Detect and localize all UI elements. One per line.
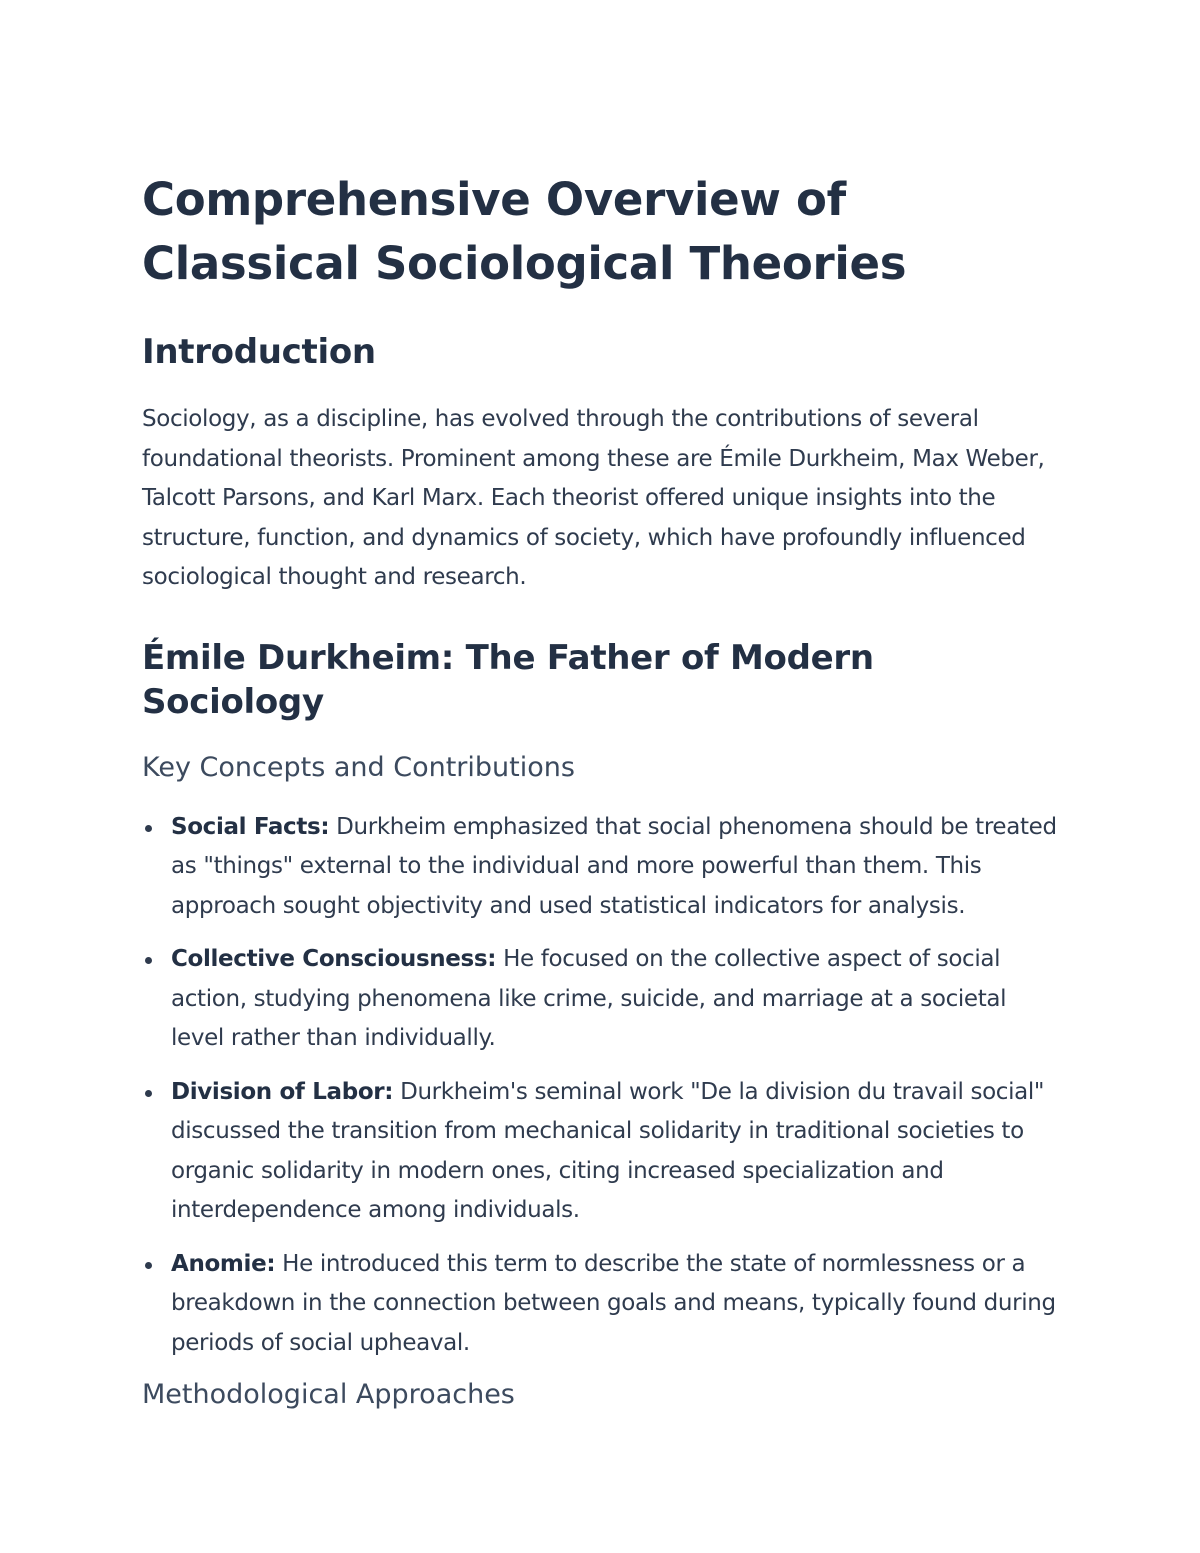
methodological-approaches-heading: Methodological Approaches — [142, 1379, 515, 1410]
concept-term: Division of Labor — [171, 1078, 385, 1105]
bullet-icon — [145, 825, 152, 832]
durkheim-section-heading: Émile Durkheim: The Father of Modern Sociology — [142, 637, 874, 722]
list-item — [142, 940, 1060, 1059]
bullet-icon — [145, 1262, 152, 1269]
key-concepts-heading: Key Concepts and Contributions — [142, 751, 575, 783]
introduction-paragraph: Sociology, as a discipline, has evolved through the contributions of several foundational theorists. Prominent among these are Émile Durkheim, Max Weber, Talcott Parsons, and Karl Marx. Each theorist offered unique insights into the structure, function, and dynamics of society, which have profoundly influenced sociological thought and research. — [142, 406, 1045, 590]
concept-description: He introduced this term to describe the state of normlessness or a breakdown in the connection between goals and means, typically found during periods of social upheaval. — [171, 1250, 1056, 1356]
concept-description: Durkheim's seminal work "De la division du travail social" discussed the transition from mechanical solidarity in traditional societies to organic solidarity in modern ones, citing increased specialization and interdependence among individuals. — [171, 1078, 1045, 1223]
key-concepts-list — [142, 808, 1060, 1364]
bullet-icon — [145, 1090, 152, 1097]
term-colon: : — [487, 946, 497, 972]
document-title: Comprehensive Overview of Classical Sociological Theories — [142, 173, 907, 290]
concept-term: Collective Consciousness — [171, 946, 488, 972]
concept-term: Social Facts — [171, 813, 321, 840]
list-item — [142, 808, 1060, 927]
term-colon: : — [266, 1250, 276, 1277]
introduction-heading: Introduction — [142, 332, 376, 372]
term-colon: : — [384, 1078, 394, 1105]
concept-description: He focused on the collective aspect of social action, studying phenomena like crime, suicide, and marriage at a societal level rather than individually. — [171, 946, 1007, 1051]
concept-term: Anomie — [171, 1250, 267, 1277]
list-item — [142, 1073, 1060, 1231]
term-colon: : — [320, 813, 330, 840]
bullet-icon — [145, 957, 152, 964]
concept-description: Durkheim emphasized that social phenomena should be treated as "things" external to the individual and more powerful than them. This approach sought objectivity and used statistical indicators for analysis. — [171, 813, 1057, 919]
list-item — [142, 1245, 1060, 1364]
